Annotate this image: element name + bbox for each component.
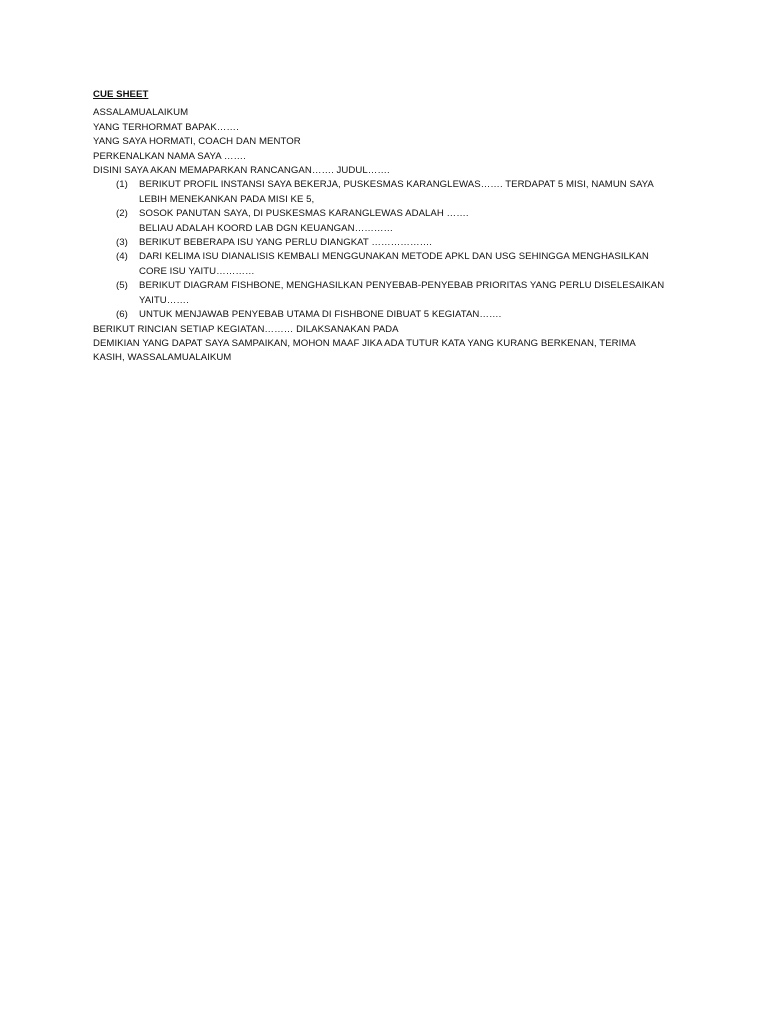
list-item-text: CORE ISU YAITU………… [139, 265, 255, 277]
intro-line: YANG SAYA HORMATI, COACH DAN MENTOR [93, 136, 301, 148]
list-item-text: BELIAU ADALAH KOORD LAB DGN KEUANGAN………… [139, 222, 394, 234]
list-item [93, 178, 663, 207]
list-item-number: (2) [116, 208, 128, 220]
closing-line: DEMIKIAN YANG DAPAT SAYA SAMPAIKAN, MOHON MAAF JIKA ADA TUTUR KATA YANG KURANG BERKENAN, TERIMA [93, 337, 636, 349]
list-item [93, 279, 663, 308]
closing-line: BERIKUT RINCIAN SETIAP KEGIATAN……… DILAKSANAKAN PADA [93, 323, 399, 335]
intro-line: ASSALAMUALAIKUM [93, 107, 189, 119]
list-item [93, 250, 663, 279]
list-item-text: BERIKUT DIAGRAM FISHBONE, MENGHASILKAN PENYEBAB-PENYEBAB PRIORITAS YANG PERLU DISELESAIKAN [139, 280, 665, 292]
list-item-text: UNTUK MENJAWAB PENYEBAB UTAMA DI FISHBONE DIBUAT 5 KEGIATAN……. [139, 309, 502, 321]
list-item [93, 236, 663, 250]
list-item-number: (6) [116, 309, 128, 321]
list-item-number: (3) [116, 237, 128, 249]
intro-line: YANG TERHORMAT BAPAK……. [93, 121, 239, 133]
intro-line: DISINI SAYA AKAN MEMAPARKAN RANCANGAN……. JUDUL……. [93, 165, 390, 177]
list-item-text: SOSOK PANUTAN SAYA, DI PUSKESMAS KARANGLEWAS ADALAH ……. [139, 208, 469, 220]
list-item-text: LEBIH MENEKANKAN PADA MISI KE 5, [139, 193, 315, 205]
list-item-number: (1) [116, 179, 128, 191]
intro-line: PERKENALKAN NAMA SAYA ……. [93, 150, 246, 162]
list-item [93, 308, 663, 322]
list-item-text: BERIKUT BEBERAPA ISU YANG PERLU DIANGKAT ………………. [139, 237, 432, 249]
list-item [93, 207, 663, 236]
document-body [93, 88, 663, 366]
list-item-text: YAITU……. [139, 294, 189, 306]
document-title: CUE SHEET [93, 89, 149, 100]
list-item-text: DARI KELIMA ISU DIANALISIS KEMBALI MENGGUNAKAN METODE APKL DAN USG SEHINGGA MENGHASILKAN [139, 251, 649, 263]
list-item-number: (5) [116, 280, 128, 292]
closing-line: KASIH, WASSALAMUALAIKUM [93, 352, 232, 364]
list-item-number: (4) [116, 251, 128, 263]
list-item-text: BERIKUT PROFIL INSTANSI SAYA BEKERJA, PUSKESMAS KARANGLEWAS……. TERDAPAT 5 MISI, NAMUN SAYA [139, 179, 654, 191]
